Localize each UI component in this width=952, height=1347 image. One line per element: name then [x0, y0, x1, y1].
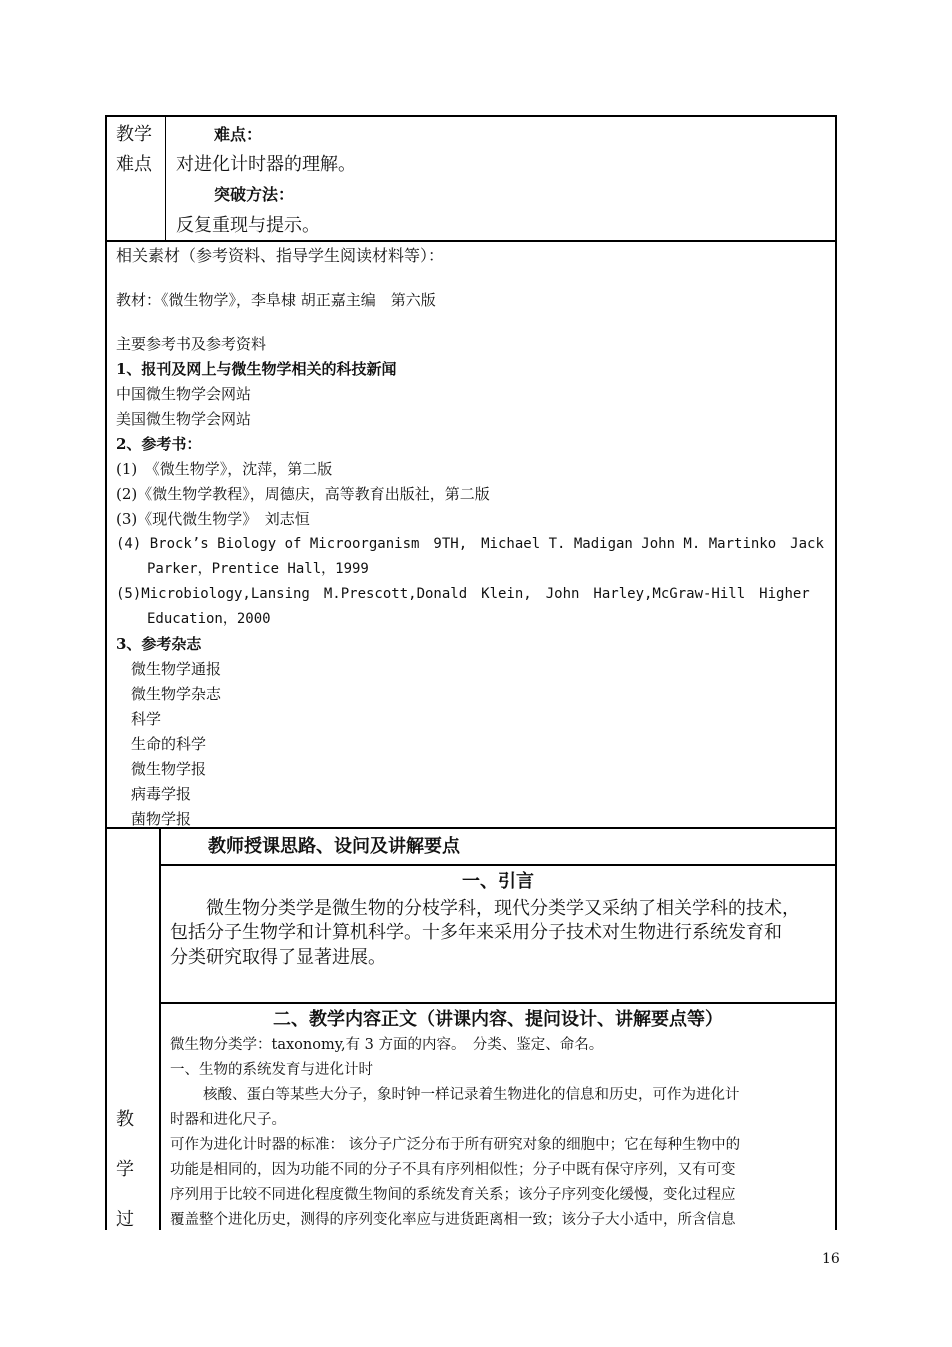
journal-3: 科学 — [131, 710, 162, 728]
paragraph-3-line-1: 核酸、蛋白等某些大分子，象时钟一样记录着生物进化的信息和历史，可作为进化计 — [203, 1087, 740, 1103]
paragraph-section-1: 一、生物的系统发育与进化计时 — [170, 1062, 373, 1078]
journal-1: 微生物学通报 — [131, 660, 222, 678]
method-heading: 突破方法： — [214, 185, 295, 204]
difficulty-text: 对进化计时器的理解。 — [176, 154, 356, 175]
intro-line-2: 包括分子生物学和计算机科学。十多年来采用分子技术对生物进行系统发育和 — [170, 922, 782, 943]
journal-6: 病毒学报 — [131, 785, 192, 803]
book-2: (2)《微生物学教程》，周德庆，高等教育出版社，第二版 — [116, 485, 490, 503]
textbook: 教材：《微生物学》，李阜棣 胡正嘉主编 第六版 — [116, 291, 436, 309]
books-heading: 2、参考书： — [116, 435, 202, 453]
difficulty-label-1: 教学 — [116, 124, 152, 145]
teaching-header: 教师授课思路、设问及讲解要点 — [208, 836, 460, 857]
paragraph-4-line-1: 可作为进化计时器的标准： 该分子广泛分布于所有研究对象的细胞中；它在每种生物中的 — [170, 1137, 741, 1153]
journal-4: 生命的科学 — [131, 735, 207, 753]
book-4-line-2: Parker，Prentice Hall，1999 — [147, 561, 369, 577]
main-content-title: 二、教学内容正文（讲课内容、提问设计、讲解要点等） — [273, 1009, 723, 1030]
row-divider-2 — [105, 827, 837, 829]
paragraph-3-line-2: 时器和进化尺子。 — [170, 1112, 286, 1128]
paragraph-4-line-4: 覆盖整个进化历史，测得的序列变化率应与进货距离相一致；该分子大小适中，所含信息 — [170, 1212, 736, 1228]
teaching-side-label-2: 学 — [116, 1159, 134, 1180]
book-4-line-1: (4) Brock’s Biology of Microorganism 9TH, Michael T. Madigan John M. Martinko Jack — [116, 536, 824, 552]
paragraph-4-line-3: 序列用于比较不同进化程度微生物间的系统发育关系；该分子序列变化缓慢，变化过程应 — [170, 1187, 736, 1203]
main-refs: 主要参考书及参考资料 — [116, 335, 267, 353]
teaching-side-label-1: 教 — [116, 1109, 134, 1130]
website-2: 美国微生物学会网站 — [116, 410, 252, 428]
difficulty-divider — [165, 115, 166, 241]
paragraph-taxonomy: 微生物分类学：taxonomy,有 3 方面的内容。 分类、鉴定、命名。 — [170, 1037, 604, 1053]
intro-line-1: 微生物分类学是微生物的分枝学科，现代分类学又采纳了相关学科的技术， — [206, 898, 800, 919]
paragraph-4-line-2: 功能是相同的，因为功能不同的分子不具有序列相似性；分子中既有保守序列，又有可变 — [170, 1162, 736, 1178]
page-number: 16 — [822, 1251, 840, 1267]
book-5-line-1: (5)Microbiology,Lansing M.Prescott,Donald Klein, John Harley,McGraw-Hill Higher — [116, 586, 810, 602]
materials-heading: 相关素材（参考资料、指导学生阅读材料等）： — [116, 246, 445, 265]
book-5-line-2: Education，2000 — [147, 611, 271, 627]
teaching-side-label-3: 过 — [116, 1209, 134, 1230]
book-1: (1) 《微生物学》，沈萍，第二版 — [116, 460, 333, 478]
intro-title: 一、引言 — [462, 871, 534, 892]
intro-line-3: 分类研究取得了显著进展。 — [170, 947, 386, 968]
book-3: (3)《现代微生物学》 刘志恒 — [116, 510, 310, 528]
row-divider-1 — [105, 240, 837, 242]
journal-7: 菌物学报 — [131, 810, 192, 828]
news-heading: 1、报刊及网上与微生物学相关的科技新闻 — [116, 360, 397, 378]
table-border-right — [835, 115, 837, 1230]
method-text: 反复重现与提示。 — [176, 215, 320, 236]
journals-heading: 3、参考杂志 — [116, 635, 202, 653]
website-1: 中国微生物学会网站 — [116, 385, 252, 403]
table-border-left — [105, 115, 107, 1230]
table-border-top — [105, 115, 837, 117]
journal-5: 微生物学报 — [131, 760, 207, 778]
teaching-header-divider — [159, 864, 837, 866]
difficulty-label-2: 难点 — [116, 154, 152, 175]
intro-divider — [159, 1002, 837, 1004]
journal-2: 微生物学杂志 — [131, 685, 222, 703]
difficulty-heading: 难点： — [214, 125, 263, 144]
